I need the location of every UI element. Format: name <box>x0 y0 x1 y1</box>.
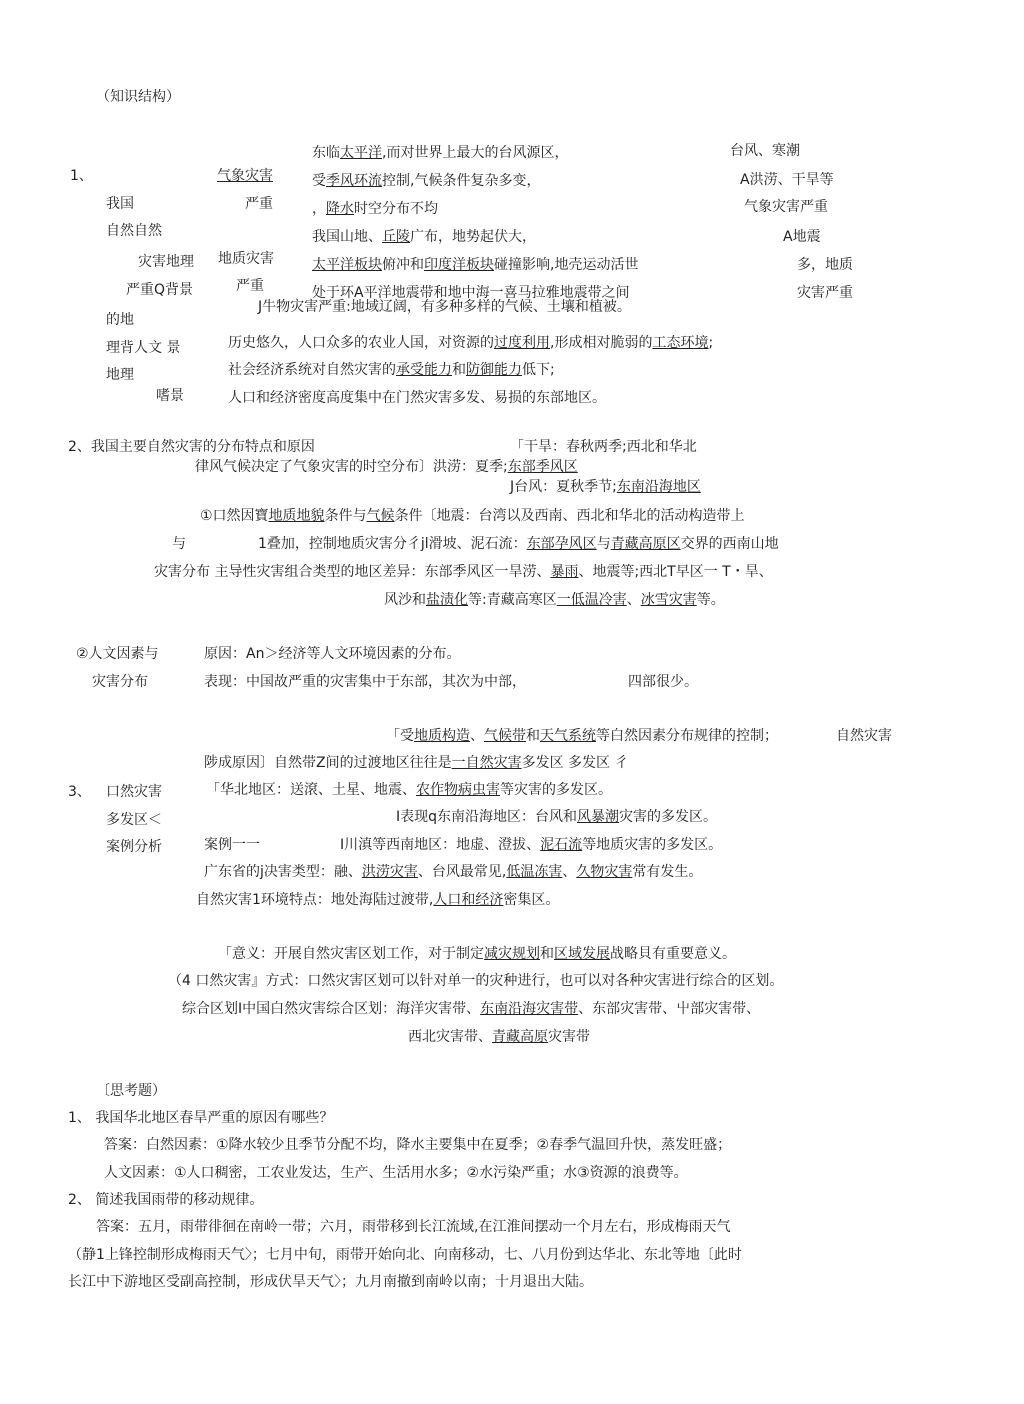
s1-left-label: 严重Q背景 <box>126 282 194 298</box>
meteo-summary: 台风、寒潮 <box>730 143 800 159</box>
natural-factor-line-1: ①口然因寶地质地貌条件与气候条件〔地震：台湾以及西南、西北和华北的活动构造带上 <box>200 508 745 524</box>
question-1: 1、 我国华北地区春旱严重的原因有哪些？ <box>68 1110 334 1126</box>
answer-1-natural: 答案：白然因素：①降水较少且季节分配不均，降水主要集中在夏季；②春季气温回升快，蒸发旺盛； <box>104 1137 732 1153</box>
s3-left-label: 口然灾害 <box>106 784 162 800</box>
meteo-summary: 气象灾害严重 <box>744 199 828 215</box>
zoning-meaning-line: 「意义：开展自然灾害区划工作，对于制定减灾规划和区域发展战略貝有重要意义。 <box>218 946 736 962</box>
example-label: 案例一一 <box>204 837 260 853</box>
answer-2-line-3: 长江中下游地区受副高控制，形成伏旱天气〉；九月南撤到南岭以南；十月退出大陆。 <box>68 1274 593 1290</box>
natural-factor-line-2: 1叠加，控制地质灾害分彳jl滑坡、泥石流：东部孕风区与青藏高原区交界的西南山地 <box>258 536 779 552</box>
human-show-line: 表现：中国故严重的灾害集中于东部，其次为中部， <box>204 674 526 690</box>
s1-left-label: 地理 <box>106 367 134 383</box>
meteo-disaster-label: 气象灾害 <box>217 168 273 184</box>
meteo-line-1: 东临太平洋,而对世界上最大的台风源区， <box>312 145 569 161</box>
human-bg-line-3: 人口和经济密度高度集中在门然灾害多发、易损的东部地区。 <box>228 390 606 406</box>
geo-line-1: 我国山地、丘陵广布，地势起伏大， <box>312 229 536 245</box>
natural-factor-line-3: 灾害分布 主导性灾害组合类型的地区差异：东部季风区一旱涝、暴雨、地震等;西北T早区一 T・旱、 <box>154 564 773 580</box>
meteo-line-3: ，降水时空分布不均 <box>312 201 438 217</box>
human-bg-line-2: 社会经济系统对自然灾害的承受能力和防御能力低下; <box>228 362 555 378</box>
human-factor-label: ②人文因素与 <box>76 646 159 662</box>
s1-left-label: 自然自然 <box>106 223 162 239</box>
answer-2-line-2: （静1上锋控制形成梅雨天气〉；七月中旬，雨带开始向北、向南移动，七、八月份到达华北、东北等地〔此时 <box>68 1247 742 1263</box>
zoning-method-line: （4 口然灾害』方式：口然灾害区划可以针对单一的灾种进行，也可以对各种灾害进行综合的区划。 <box>168 973 784 989</box>
and-label: 与 <box>172 536 186 552</box>
s3-left-label: 案例分析 <box>106 839 162 855</box>
s1-left-label: 嗜景 <box>156 388 184 404</box>
think-title: 〔思考题） <box>96 1083 166 1099</box>
zoning-comprehensive-line: 综合区划I中国白然灾害综合区划：海洋灾害带、东南沿海灾害带、东部灾害带、屮部灾害带、 <box>182 1001 761 1017</box>
section-3-number: 3、 <box>68 784 91 800</box>
s1-left-label: 的地 <box>106 312 134 328</box>
west-few-label: 四部很少。 <box>628 674 698 690</box>
geo-line-3: 处于环A平洋地震带和地中海一喜马拉雅地震带之间 <box>312 285 630 301</box>
guangdong-types-line: 广东省的j决害类型：融、洪涝灾害、台风最常见,低温冻害、久物灾害常有发生。 <box>204 864 703 880</box>
knowledge-structure-heading: （知识结构） <box>96 89 180 105</box>
meteo-line-2: 受季风环流控制,气候条件复杂多变， <box>312 173 541 189</box>
example-southwest: I川滇等西南地区：地虚、澄拔、泥石流等地质灾害的多发区。 <box>340 837 723 853</box>
drought-line: 「干旱：春秋两季;西北和华北 <box>510 439 697 455</box>
section-2-title: 2、我国主要自然灾害的分布特点和原因 <box>68 439 315 455</box>
cause-line-2: 陟成原因〕自然带Z间的过渡地区往往是一自然灾害多发区 多发区 彳 <box>204 755 629 771</box>
question-2: 2、 简述我国雨带的移动规律。 <box>68 1192 264 1208</box>
cause-line-1: 「受地质构造、气候带和天气系统等白然因素分布规律的控制； <box>386 728 778 744</box>
natural-disaster-label: 自然灾害 <box>836 728 892 744</box>
answer-1-human: 人文因素：①人口稠密，工农业发达，生产、生活用水多；②水污染严重；水③资源的浪费等。 <box>104 1165 688 1181</box>
geo-summary: 多，地质 <box>797 257 853 273</box>
bio-disaster-line: J牛物灾害严重:地域辽阔，有多种多样的气候、土壤和植被。 <box>258 299 631 315</box>
natural-factor-line-4: 风沙和盐渍化等:青藏高寒区一低温冷害、冰雪灾害等。 <box>384 592 725 608</box>
human-bg-line-1: 历史悠久，人口众多的农业人国，对资源的过度利用,形成相对脆弱的工态环境; <box>228 335 714 351</box>
example-north-china: 「华北地区：送滾、土星、地震、农作物病虫害等灾害的多发区。 <box>206 782 612 798</box>
s1-left-label: 灾害地理 <box>138 254 194 270</box>
geo-line-2: 太平洋板块俯冲和印度洋板块碰撞影响,地壳运动活世 <box>312 257 639 273</box>
meteo-summary: A洪涝、干旱等 <box>740 172 834 188</box>
s1-left-label: 我国 <box>106 196 134 212</box>
typhoon-line: J台风：夏秋季节;东南沿海地区 <box>510 479 701 495</box>
guangdong-env-line: 自然灾害1环境特点：地处海陆过渡带,人口和经济密集区。 <box>196 892 560 908</box>
s3-left-label: 多发区＜ <box>106 812 162 828</box>
geo-summary: 灾害严重 <box>797 285 853 301</box>
section-1-number: 1、 <box>70 168 93 184</box>
example-southeast-coast: I表现q东南沿海地区：台风和风暴潮灾害的多发区。 <box>396 809 718 825</box>
monsoon-line: 律风气候决定了气象灾害的时空分布〕洪涝：夏季;东部季风区 <box>195 459 578 475</box>
human-reason-line: 原因：An＞经济等人文环境因素的分布。 <box>204 646 461 662</box>
s1-left-label: 理背人文 景 <box>106 340 181 356</box>
geo-summary: A地震 <box>783 229 821 245</box>
answer-2-line-1: 答案：五月，雨带徘徊在南岭一带；六月，雨带移到长江流域,在江淮间摆动一个月左右，形成梅雨天气 <box>96 1219 731 1235</box>
human-factor-label: 灾害分布 <box>92 674 148 690</box>
zoning-comprehensive-line-2: 西北灾害带、青藏高原灾害带 <box>408 1029 590 1045</box>
meteo-severe-label: 严重 <box>245 196 273 212</box>
geo-disaster-label: 地质灾害 <box>218 251 274 267</box>
geo-severe-label: 严重 <box>236 278 264 294</box>
